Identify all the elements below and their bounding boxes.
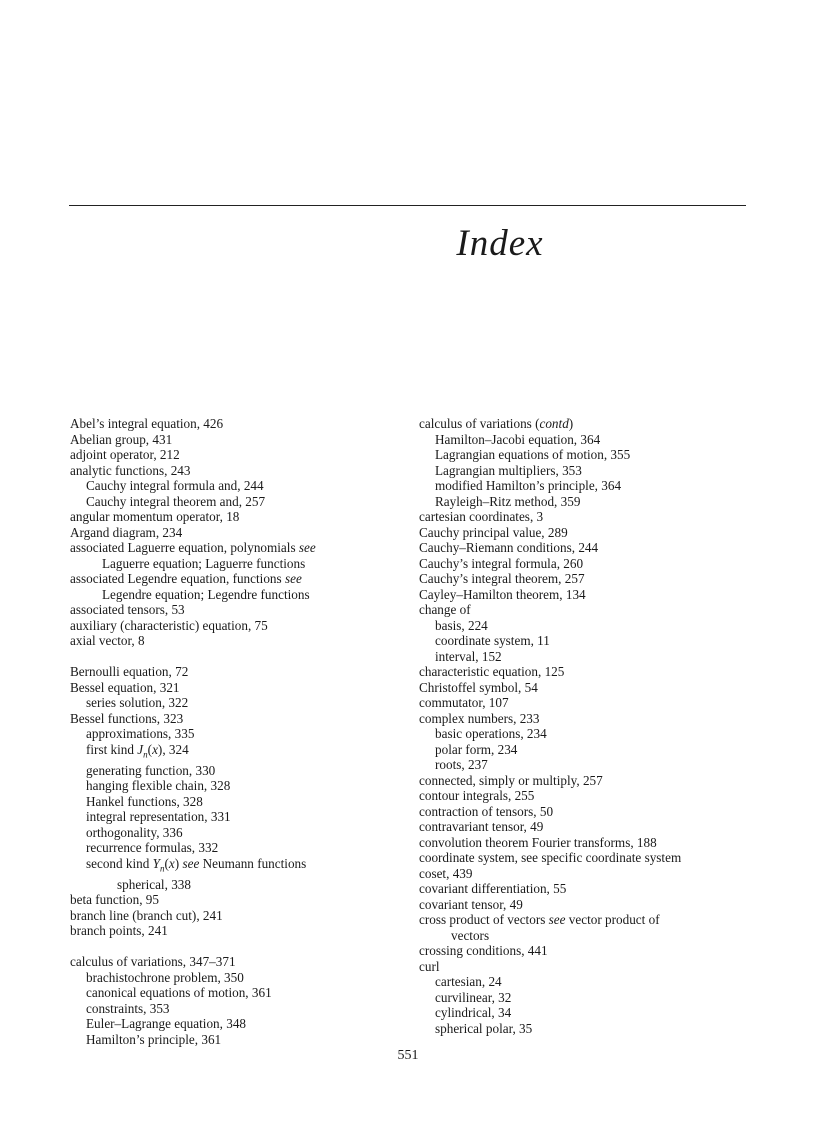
index-entry: calculus of variations (contd) [419, 416, 574, 431]
page-number: 551 [397, 1048, 419, 1063]
index-entry: coset, 439 [419, 865, 473, 881]
index-subentry: polar form, 234 [435, 741, 518, 757]
index-subentry: interval, 152 [435, 648, 502, 664]
index-entry: Bessel functions, 323 [70, 710, 184, 726]
index-entry: Argand diagram, 234 [70, 524, 183, 540]
index-entry: characteristic equation, 125 [419, 664, 565, 679]
index-subentry: brachistochrone problem, 350 [86, 969, 244, 985]
page-title: Index [456, 223, 544, 264]
index-entry: change of [419, 602, 471, 617]
index-entry: contravariant tensor, 49 [419, 819, 544, 834]
header-rule [69, 205, 746, 206]
index-entry: Cauchy’s integral theorem, 257 [419, 571, 585, 586]
index-subentry: series solution, 322 [86, 695, 189, 710]
index-subentry: coordinate system, 11 [435, 633, 550, 648]
index-entry: associated tensors, 53 [70, 602, 185, 617]
index-entry: contraction of tensors, 50 [419, 803, 554, 819]
index-entry: Cauchy’s integral formula, 260 [419, 555, 584, 571]
index-subentry: Cauchy integral formula and, 244 [86, 478, 264, 493]
entry-gap [70, 649, 400, 665]
index-subentry: Cauchy integral theorem and, 257 [86, 493, 266, 509]
index-subentry: Euler–Lagrange equation, 348 [86, 1016, 247, 1032]
index-subentry: curvilinear, 32 [435, 989, 512, 1005]
index-entry: branch points, 241 [70, 923, 168, 939]
index-subentry: Hamilton–Jacobi equation, 364 [435, 431, 601, 447]
index-entry: convolution theorem Fourier transforms, 188 [419, 834, 657, 850]
index-subentry: basic operations, 234 [435, 726, 547, 741]
index-entry: auxiliary (characteristic) equation, 75 [70, 617, 268, 633]
index-entry: axial vector, 8 [70, 633, 145, 648]
index-entry-continuation: Legendre equation; Legendre functions [102, 586, 310, 602]
index-entry: beta function, 95 [70, 892, 159, 908]
index-entry: covariant differentiation, 55 [419, 881, 567, 896]
index-entry: cross product of vectors see vector product of [419, 912, 660, 927]
index-entry: Cayley–Hamilton theorem, 134 [419, 586, 586, 602]
index-subentry: Lagrangian equations of motion, 355 [435, 447, 631, 462]
index-subentry: roots, 237 [435, 757, 488, 772]
index-entry: branch line (branch cut), 241 [70, 907, 223, 923]
index-subentry: cartesian, 24 [435, 974, 502, 989]
index-entry: Abelian group, 431 [70, 431, 173, 447]
index-column-left [70, 416, 400, 1047]
index-entry: Cauchy principal value, 289 [419, 524, 568, 540]
index-entry: adjoint operator, 212 [70, 447, 180, 462]
index-entry: calculus of variations, 347–371 [70, 954, 236, 970]
index-entry: curl [419, 958, 440, 974]
index-entry: coordinate system, see specific coordinate system [419, 850, 682, 865]
index-subentry: approximations, 335 [86, 726, 195, 741]
index-entry: Cauchy–Riemann conditions, 244 [419, 540, 599, 555]
index-subentry: basis, 224 [435, 617, 488, 633]
index-entry: associated Legendre equation, functions see [70, 571, 302, 586]
index-subentry: cylindrical, 34 [435, 1005, 512, 1020]
index-subentry: second kind $Y_n(x)$ see Neumann functions [86, 855, 307, 874]
index-subentry: canonical equations of motion, 361 [86, 985, 272, 1001]
index-entry: crossing conditions, 441 [419, 943, 548, 958]
index-subentry: spherical, 338 [117, 876, 191, 892]
entry-gap [70, 939, 400, 955]
index-subentry: integral representation, 331 [86, 809, 231, 825]
index-entry-continuation: Laguerre equation; Laguerre functions [102, 555, 306, 571]
index-subentry: recurrence formulas, 332 [86, 840, 219, 856]
index-subentry: generating function, 330 [86, 762, 216, 778]
index-entry: covariant tensor, 49 [419, 896, 523, 912]
index-entry: Bernoulli equation, 72 [70, 664, 189, 679]
index-subentry: Hankel functions, 328 [86, 793, 203, 809]
index-subentry: hanging flexible chain, 328 [86, 778, 231, 794]
index-entry: Bessel equation, 321 [70, 679, 180, 695]
index-subentry: modified Hamilton’s principle, 364 [435, 478, 622, 493]
index-column-right [419, 416, 749, 1036]
index-entry: Abel’s integral equation, 426 [70, 416, 224, 431]
index-entry: connected, simply or multiply, 257 [419, 772, 603, 788]
index-subentry: orthogonality, 336 [86, 824, 183, 840]
index-entry: Christoffel symbol, 54 [419, 679, 538, 695]
index-subentry: first kind $J_n(x)$, 324 [86, 741, 189, 760]
index-entry: complex numbers, 233 [419, 710, 540, 726]
index-subentry: Hamilton’s principle, 361 [86, 1031, 222, 1047]
index-subentry: Rayleigh–Ritz method, 359 [435, 493, 581, 509]
index-entry: contour integrals, 255 [419, 788, 535, 803]
index-subentry: spherical polar, 35 [435, 1020, 533, 1036]
index-entry: analytic functions, 243 [70, 462, 191, 478]
index-entry: cartesian coordinates, 3 [419, 509, 544, 524]
index-subentry: constraints, 353 [86, 1000, 170, 1016]
index-entry: commutator, 107 [419, 695, 509, 710]
index-entry-continuation: vectors [451, 927, 490, 943]
index-entry: angular momentum operator, 18 [70, 509, 240, 524]
index-entry: associated Laguerre equation, polynomials see [70, 540, 316, 555]
index-subentry: Lagrangian multipliers, 353 [435, 462, 582, 478]
